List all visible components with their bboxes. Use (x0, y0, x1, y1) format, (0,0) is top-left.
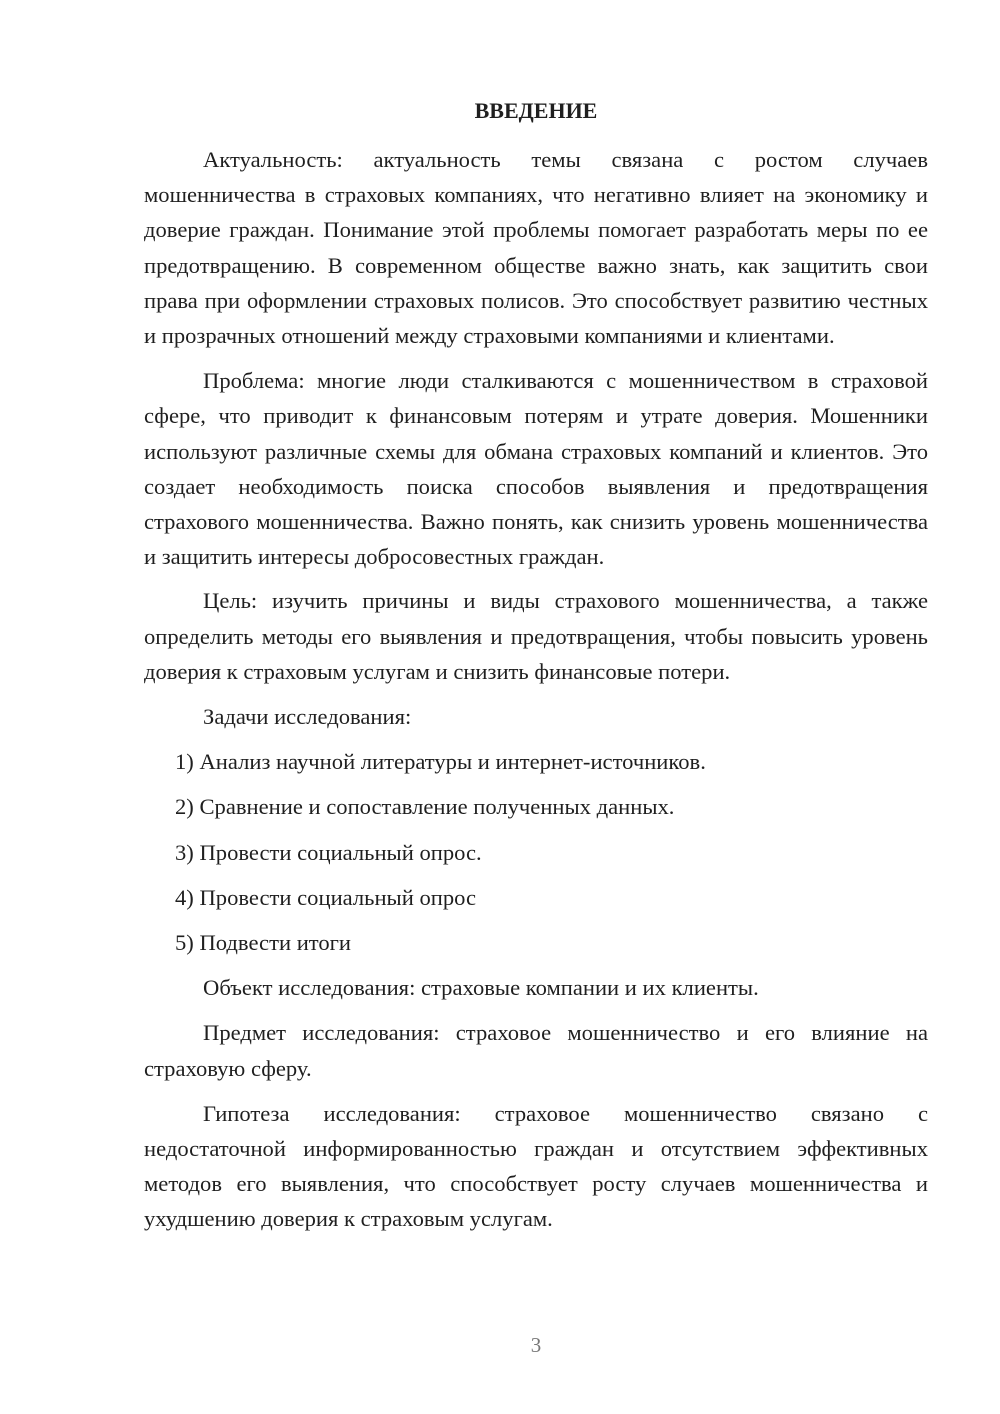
paragraph-problem: Проблема: многие люди сталкиваются с мошенничеством в страховой сфере, что приводит к финансовым потерям и утрате доверия. Мошенники используют различные схемы для обмана страховых компаний и клиентов. Это создает необходимость поиска способов выявления и предотвращения страхового мошенничества. Важно понять, как снизить уровень мошенничества и защитить интересы добросовестных граждан. (144, 368, 928, 570)
paragraph-relevance: Актуальность: актуальность темы связана с ростом случаев мошенничества в страховых компаниях, что негативно влияет на экономику и доверие граждан. Понимание этой проблемы помогает разработать меры по ее предотвращению. В современном обществе важно знать, как защитить свои права при оформлении страховых полисов. Это способствует развитию честных и прозрачных отношений между страховыми компаниями и клиентами. (144, 147, 928, 349)
paragraph-subject: Предмет исследования: страховое мошенничество и его влияние на страховую сферу. (144, 1020, 928, 1081)
task-item-1: 1) Анализ научной литературы и интернет-источников. (175, 749, 706, 775)
task-item-4: 4) Провести социальный опрос (175, 884, 477, 910)
task-item-2: 2) Сравнение и сопоставление полученных данных. (175, 794, 675, 820)
tasks-title: Задачи исследования: (203, 704, 412, 730)
paragraph-object: Объект исследования: страховые компании и их клиенты. (203, 975, 759, 1001)
page-number: 3 (530, 1333, 542, 1357)
task-item-5: 5) Подвести итоги (175, 930, 352, 956)
paragraph-hypothesis: Гипотеза исследования: страховое мошенничество связано с недостаточной информированностью граждан и отсутствием эффективных методов его выявления, что способствует росту случаев мошенничества и ухудшению доверия к страховым услугам. (144, 1100, 928, 1232)
task-item-3: 3) Провести социальный опрос. (175, 839, 482, 865)
paragraph-goal: Цель: изучить причины и виды страхового мошенничества, а также определить методы его выявления и предотвращения, чтобы повысить уровень доверия к страховым услугам и снизить финансовые потери. (144, 588, 928, 684)
section-heading: ВВЕДЕНИЕ (474, 98, 598, 123)
body-text (144, 142, 928, 1237)
